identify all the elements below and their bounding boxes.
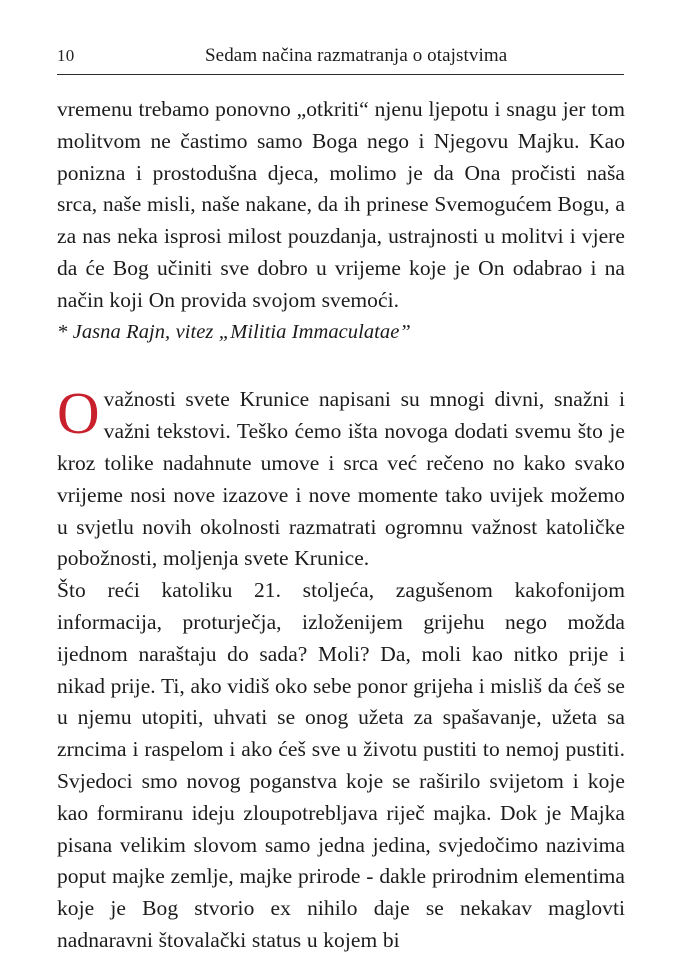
paragraph-dropcap <box>57 380 625 575</box>
page-number: 10 <box>57 46 75 65</box>
paragraph-spacer <box>57 348 625 384</box>
drop-cap-letter: O <box>57 380 100 447</box>
attribution-line: * Jasna Rajn, vitez „Militia Immaculatae” <box>57 320 411 343</box>
header-divider-rule <box>57 74 624 75</box>
paragraph-dropcap-text: važnosti svete Krunice napisani su mnogi divni, snažni i važni tekstovi. Teško ćemo išta novoga dodati svemu što je kroz tolike nadahnute umove i srca već rečeno no kako svako vrijeme nosi nove izazove i nove momente tako uvijek možemo u svjetlu novih okolnosti razmatrati ogromnu važnost katoličke pobožnosti, moljenja svete Krunice. <box>57 387 625 571</box>
running-head <box>57 44 624 74</box>
running-head-title: Sedam načina razmatranja o otajstvima <box>205 45 508 66</box>
paragraph-continuation: vremenu trebamo ponovno „otkriti“ njenu ljepotu i snagu jer tom molitvom ne častimo samo Boga nego i Njegovu Majku. Kao ponizna i prostodušna djeca, molimo je da Ona pročisti naša srca, naše misli, naše nakane, da ih prinese Svemogućem Bogu, a za nas neka isprosi milost pouzdanja, ustrajnosti u molitvi i vjere da će Bog učiniti sve dobro u vrijeme koje je On odabrao i na način koji On provida svojom svemoći. <box>57 97 625 312</box>
paragraph-body: Što reći katoliku 21. stoljeća, zagušenom kakofonijom informacija, proturječja, izloženijem grijehu nego možda ijednom naraštaju do sada? Moli? Da, moli kao nitko prije i nikad prije. Ti, ako vidiš oko sebe ponor grijeha i misliš da ćeš se u njemu utopiti, uhvati se onog užeta za spašavanje, užeta sa zrncima i raspelom i ako ćeš sve u životu pustiti to nemoj pustiti. Svjedoci smo novog poganstva koje se raširilo svijetom i koje kao formiranu ideju zloupotrebljava riječ majka. Dok je Majka pisana velikim slovom samo jedna jedina, svjedočimo nazivima poput majke zemlje, majke prirode - dakle prirodnim elementima koje je Bog stvorio ex nihilo daje se nekakav maglovti nadnaravni štovalački status u kojem bi <box>57 578 625 952</box>
text-block <box>57 94 625 957</box>
